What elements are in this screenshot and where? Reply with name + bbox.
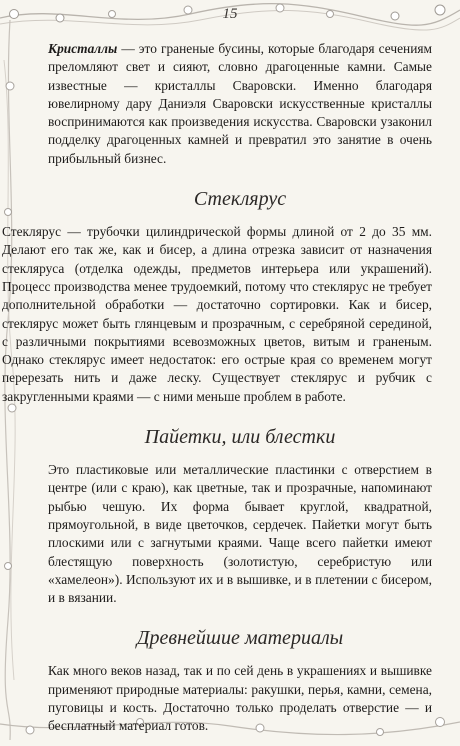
section-paragraph-ancient-materials: Как много веков назад, так и по сей день в украшениях и вышивке применяют природные материалы: ракушки, перья, камни, семена, пуговицы и кость. Достаточно только проделать отверстие — и бесплатный материал готов. bbox=[48, 663, 432, 734]
section-heading-ancient-materials: Древнейшие материалы bbox=[136, 627, 344, 650]
page-content bbox=[2, 40, 432, 746]
section-heading-payetki: Пайетки, или блестки bbox=[144, 426, 336, 449]
intro-term: Кристаллы bbox=[48, 41, 118, 56]
section-paragraph-payetki: Это пластиковые или металлические пластинки с отверстием в центре (или с краю), как цветные, так и прозрачные, напоминают рыбью чешую. Их форма бывает круглой, квадратной, прямоугольной, в виде цветочков, сердечек. Пайетки могут быть плоскими или с загнутыми краями. Чаще всего пайетки имеют блестящую поверхность (золотистую, серебристую или «хамелеон»). Используют их и в вышивке, и в плетении с бисером, и в вязании. bbox=[48, 462, 432, 606]
section-paragraph-steklyarus: Стеклярус — трубочки цилиндрической формы длиной от 2 до 35 мм. Делают его так же, как и бисер, а длина отрезка зависит от назначения стекляруса (отделка одежды, предметов интерьера или украшений). Процесс производства менее трудоемкий, потому что стеклярус не требует дополнительной обработки — достаточно сортировки. Как и бисер, стеклярус может быть глянцевым и прозрачным, с серебряной серединой, с различными покрытиями всевозможных цветов, витым и граненым. Однако стеклярус имеет недостаток: его острые края со временем могут перерезать нить и даже леску. Существует стеклярус и рубчик с закругленными краями — с ними меньше проблем в работе. bbox=[2, 224, 432, 404]
page-number: 15 bbox=[222, 6, 238, 22]
section-heading-steklyarus: Стеклярус bbox=[193, 188, 287, 211]
intro-text: — это граненые бусины, которые благодаря сечениям преломляют свет и сияют, словно драгоценные камни. Самые известные — кристаллы Сваровски. Именно благодаря ювелирному дару Даниэля Сваровски искусственные кристаллы воспринимаются как произведения искусства. Сваровски узаконил подделку драгоценных камней и превратил это занятие в очень прибыльный бизнес. bbox=[48, 41, 432, 166]
intro-paragraph bbox=[48, 40, 432, 168]
